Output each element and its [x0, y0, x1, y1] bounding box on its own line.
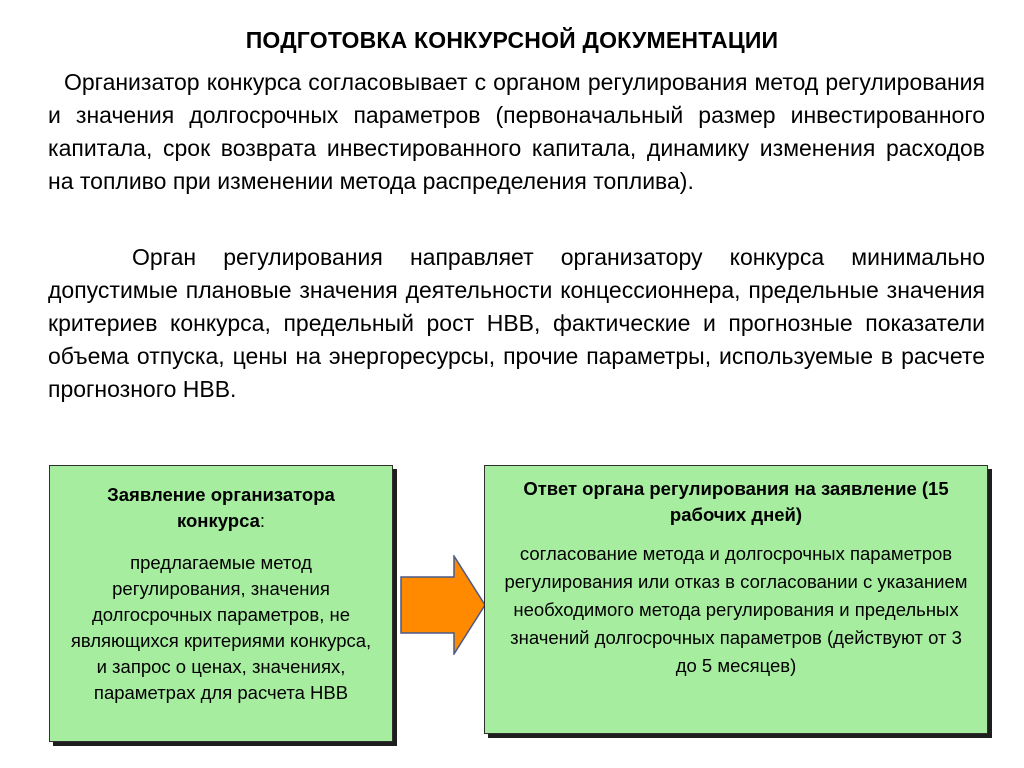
arrow-shape — [401, 556, 485, 654]
right-arrow-icon — [400, 555, 486, 655]
paragraph-2: Орган регулирования направляет организатору конкурса минимально допустимые плановые значения деятельности концессионнера, предельные значения критериев конкурса, предельный рост НВВ, фактические и прогнозные показатели объема отпуска, цены на энергоресурсы, прочие параметры, используемые в расчете прогнозного НВВ. — [48, 244, 985, 402]
application-heading-colon: : — [259, 510, 266, 531]
page-title: ПОДГОТОВКА КОНКУРСНОЙ ДОКУМЕНТАЦИИ — [245, 27, 779, 53]
application-box — [49, 465, 393, 742]
response-body: согласование метода и долгосрочных параметров регулирования или отказ в согласовании с указанием необходимого метода регулирования и предельных значений долгосрочных параметров (действуют от 3 до 5 месяцев) — [504, 543, 968, 676]
paragraph-1: Организатор конкурса согласовывает с органом регулирования метод регулирования и значения долгосрочных параметров (первоначальный размер инвестированного капитала, срок возврата инвестированного капитала, динамику изменения расходов на топливо при изменении метода распределения топлива). — [48, 69, 985, 194]
application-body: предлагаемые метод регулирования, значения долгосрочных параметров, не являющихся критериями конкурса, и запрос о ценах, значениях, параметрах для расчета НВВ — [70, 552, 372, 703]
response-box — [484, 465, 988, 734]
application-heading-text: Заявление организатора конкурса — [107, 484, 335, 531]
response-heading: Ответ органа регулирования на заявление (15 рабочих дней) — [523, 478, 949, 525]
application-heading — [50, 482, 392, 534]
